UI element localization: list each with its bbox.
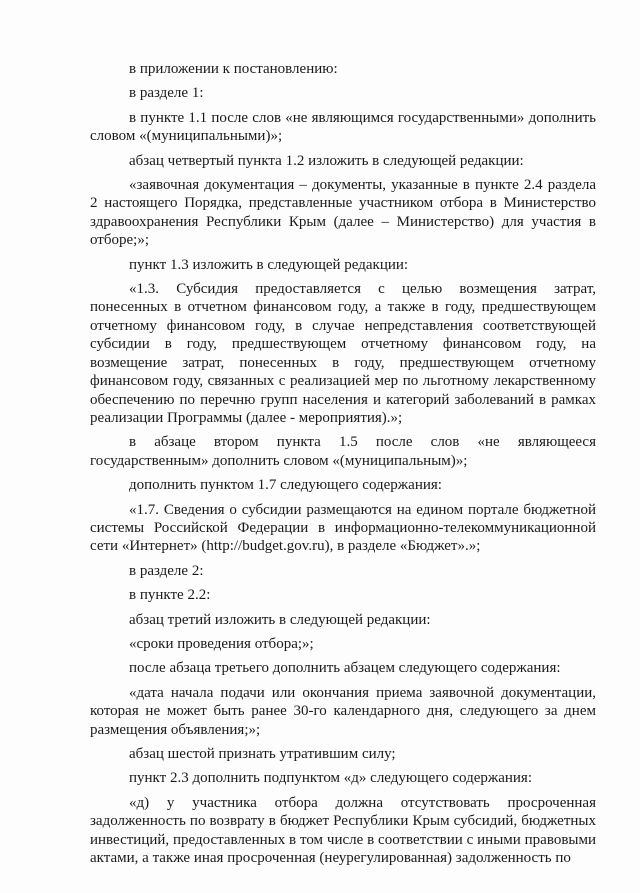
paragraph-18: пункт 2.3 дополнить подпунктом «д» следующего содержания: — [129, 770, 533, 787]
paragraph-15: после абзаца третьего дополнить абзацем следующего содержания: — [129, 660, 561, 677]
paragraph-19: «д) у участника отбора должна отсутствовать просроченная задолженность по возврату в бюджет Республики Крым субсидий, бюджетных инвестиций, предоставленных в том числе в соответствии с иными правовыми актами, а также иная просроченная (неурегулированная) задолженность по — [90, 794, 596, 867]
paragraph-5: «заявочная документация – документы, указанные в пункте 2.4 раздела 2 настоящего Порядка, представленные участником отбора в Министерство здравоохранения Республики Крым (далее – Министерство) для участия в отборе;»; — [90, 177, 596, 249]
paragraph-4: абзац четвертый пункта 1.2 изложить в следующей редакции: — [129, 152, 524, 169]
paragraph-9: дополнить пунктом 1.7 следующего содержания: — [129, 477, 442, 494]
paragraph-3: в пункте 1.1 после слов «не являющимся государственными» дополнить словом «(муниципальными)»; — [90, 109, 596, 145]
paragraph-6: пункт 1.3 изложить в следующей редакции: — [129, 256, 409, 273]
paragraph-7: «1.3. Субсидия предоставляется с целью возмещения затрат, понесенных в отчетном финансовом году, а также в году, предшествующем отчетному финансовом году, в случае непредставления соответствующей субсидии в году, предшествующем отчетному финансовом году, на возмещение затрат, понесенных в году, предшествующем отчетному финансовом году, связанных с реализацией мер по льготному лекарственному обеспечению по перечню групп населения и категорий заболеваний в рамках реализации Программы (далее - мероприятия).»; — [90, 281, 596, 426]
paragraph-1: в приложении к постановлению: — [129, 61, 338, 77]
document-body — [90, 60, 596, 873]
paragraph-17: абзац шестой признать утратившим силу; — [129, 746, 396, 762]
paragraph-11: в разделе 2: — [129, 562, 204, 579]
paragraph-13: абзац третий изложить в следующей редакции: — [129, 611, 431, 628]
paragraph-2: в разделе 1: — [129, 85, 204, 102]
paragraph-10: «1.7. Сведения о субсидии размещаются на едином портале бюджетной системы Российской Федерации в информационно-телекоммуникационной сети «Интернет» (http://budget.gov.ru), в разделе «Бюджет».»; — [90, 501, 596, 555]
paragraph-14: «сроки проведения отбора;»; — [129, 635, 314, 652]
paragraph-12: в пункте 2.2: — [129, 587, 211, 604]
paragraph-16: «дата начала подачи или окончания приема заявочной документации, которая не может быть ранее 30-го календарного дня, следующего за днем размещения объявления;»; — [90, 684, 596, 738]
paragraph-8: в абзаце втором пункта 1.5 после слов «не являющееся государственным» дополнить словом «(муниципальным)»; — [90, 434, 596, 469]
